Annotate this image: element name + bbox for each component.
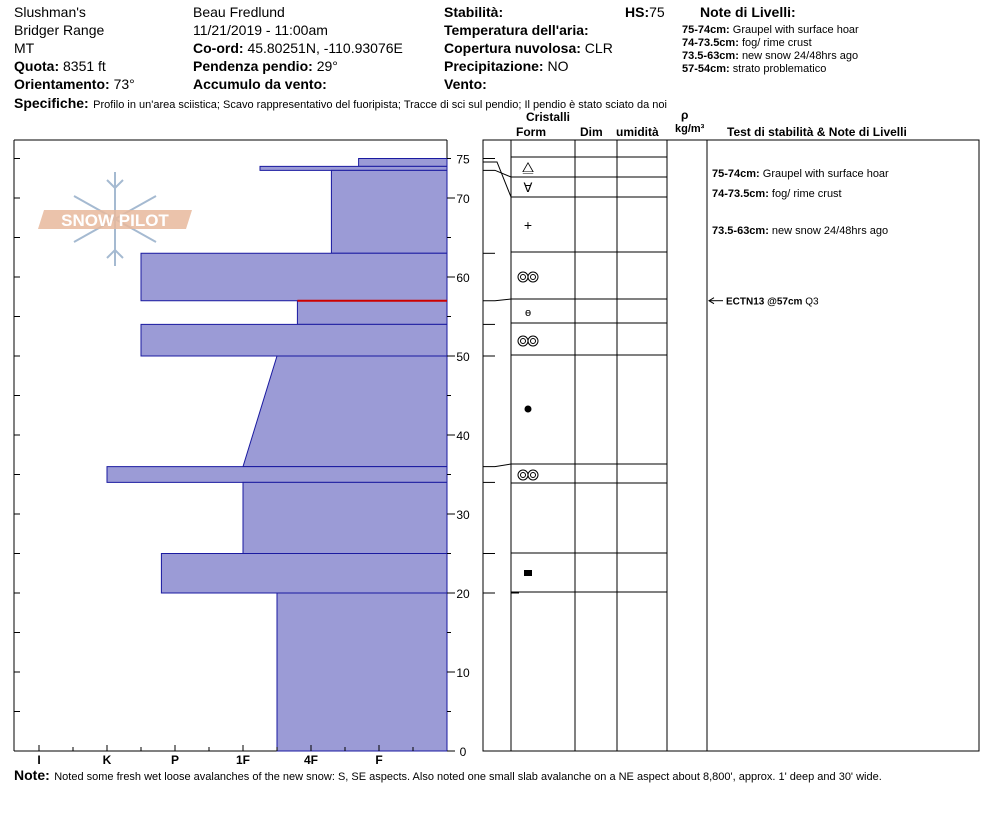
hardness-layer-bar — [243, 482, 447, 553]
hardness-layer-bar — [243, 356, 447, 467]
melt-form-icon — [531, 275, 536, 280]
melt-form-icon — [528, 470, 538, 480]
layer-note: 73.5-63cm: new snow 24/48hrs ago — [682, 50, 859, 62]
melt-form-icon — [531, 339, 536, 344]
slope: Pendenza pendio: 29° — [193, 58, 338, 74]
dim-header: Dim — [580, 125, 603, 139]
hardness-tick-label: K — [102, 753, 112, 767]
rime-icon: ∀ — [523, 180, 533, 195]
state: MT — [14, 40, 35, 56]
melt-form-icon — [521, 339, 526, 344]
range: Bridger Range — [14, 22, 105, 38]
location: Slushman's — [14, 4, 86, 20]
depth-tick-label: 40 — [456, 429, 470, 443]
crystals-header: Cristalli — [526, 110, 571, 124]
datetime: 11/21/2019 - 11:00am — [193, 22, 328, 38]
total-snow-depth: HS:75 — [625, 4, 665, 20]
hardness-tick-label: 1F — [235, 753, 251, 767]
melt-form-icon — [518, 470, 528, 480]
depth-tick-label: 60 — [456, 271, 470, 285]
depth-tick-label: 20 — [456, 587, 470, 601]
new-snow-icon: + — [523, 217, 533, 233]
depth-tick-label: 0 — [459, 745, 467, 759]
graupel-hoar-icon: ⧋ — [521, 159, 535, 175]
melt-form-icon — [528, 272, 538, 282]
depth-tick-label: 50 — [456, 350, 470, 364]
sky-cover: Copertura nuvolosa: CLR — [444, 40, 613, 56]
layer-label: 74-73.5cm: fog/ rime crust — [712, 188, 842, 200]
hardness-tick-label: I — [37, 753, 41, 767]
hardness-tick-label: F — [375, 753, 383, 767]
footer-note: Note: Noted some fresh wet loose avalanches of the new snow: S, SE aspects. Also noted one small slab avalanche on a NE aspect about 8,800', approx. 1' deep and 30' wide. — [14, 767, 882, 783]
hardness-layer-bar — [277, 593, 447, 751]
coordinates: Co-ord: 45.80251N, -110.93076E — [193, 40, 403, 56]
stability: Stabilità: — [444, 4, 504, 20]
depth-tick-label: 70 — [456, 192, 470, 206]
wind-loading: Accumulo da vento: — [193, 76, 327, 92]
specifics: Specifiche: Profilo in un'area sciistica; Scavo rappresentativo del fuoripista; Tracce di sci sul pendio; Il pendio è stato sciato da noi — [14, 95, 667, 111]
logo-text: SNOW PILOT — [61, 211, 169, 230]
ice-crust-icon — [524, 570, 532, 576]
hardness-layer-bar — [107, 467, 447, 483]
hardness-tick-label: 4F — [303, 753, 319, 767]
layer-label: 73.5-63cm: new snow 24/48hrs ago — [712, 225, 889, 237]
hardness-layer-bar — [141, 253, 447, 300]
melt-form-icon — [531, 473, 536, 478]
tests-header: Test di stabilità & Note di Livelli — [727, 125, 907, 139]
faceted-rounded-icon: ɵ — [524, 307, 532, 319]
snow-pilot-logo — [38, 172, 192, 266]
hardness-layer-bar — [161, 554, 447, 594]
boundary-connector — [483, 162, 511, 197]
layer-note: 75-74cm: Graupel with surface hoar — [682, 24, 859, 36]
melt-form-icon — [521, 473, 526, 478]
aspect: Orientamento: 73° — [14, 76, 135, 92]
hardness-layer-bar — [297, 301, 447, 325]
layer-note: 74-73.5cm: fog/ rime crust — [682, 37, 812, 49]
stability-test-label: ECTN13 @57cm Q3 — [726, 296, 819, 308]
density-rho: ρ — [681, 108, 689, 122]
depth-tick-label: 30 — [456, 508, 470, 522]
density-unit: kg/m³ — [675, 123, 705, 135]
layer-note: 57-54cm: strato problematico — [682, 63, 827, 75]
observer: Beau Fredlund — [193, 4, 285, 20]
boundary-connector — [483, 464, 511, 467]
hardness-layer-bar — [260, 166, 447, 170]
precipitation: Precipitazione: NO — [444, 58, 569, 74]
depth-tick-label: 10 — [456, 666, 470, 680]
moisture-header: umidità — [616, 125, 659, 139]
melt-form-icon — [518, 336, 528, 346]
melt-form-icon — [518, 272, 528, 282]
hardness-tick-label: P — [170, 753, 180, 767]
form-header: Form — [516, 125, 546, 139]
boundary-connector — [483, 299, 511, 301]
wind: Vento: — [444, 76, 487, 92]
boundary-connector — [483, 170, 511, 177]
hardness-layer-bar — [359, 159, 447, 167]
layer-notes-title: Note di Livelli: — [700, 4, 796, 20]
depth-tick-label: 75 — [456, 152, 470, 167]
hardness-layer-bar — [141, 324, 447, 356]
melt-form-icon — [521, 275, 526, 280]
elevation: Quota: 8351 ft — [14, 58, 106, 74]
air-temp: Temperatura dell'aria: — [444, 22, 589, 38]
layer-label: 75-74cm: Graupel with surface hoar — [712, 168, 889, 180]
hardness-layer-bar — [331, 170, 447, 253]
melt-form-icon — [528, 336, 538, 346]
rounded-grain-icon — [525, 406, 532, 413]
